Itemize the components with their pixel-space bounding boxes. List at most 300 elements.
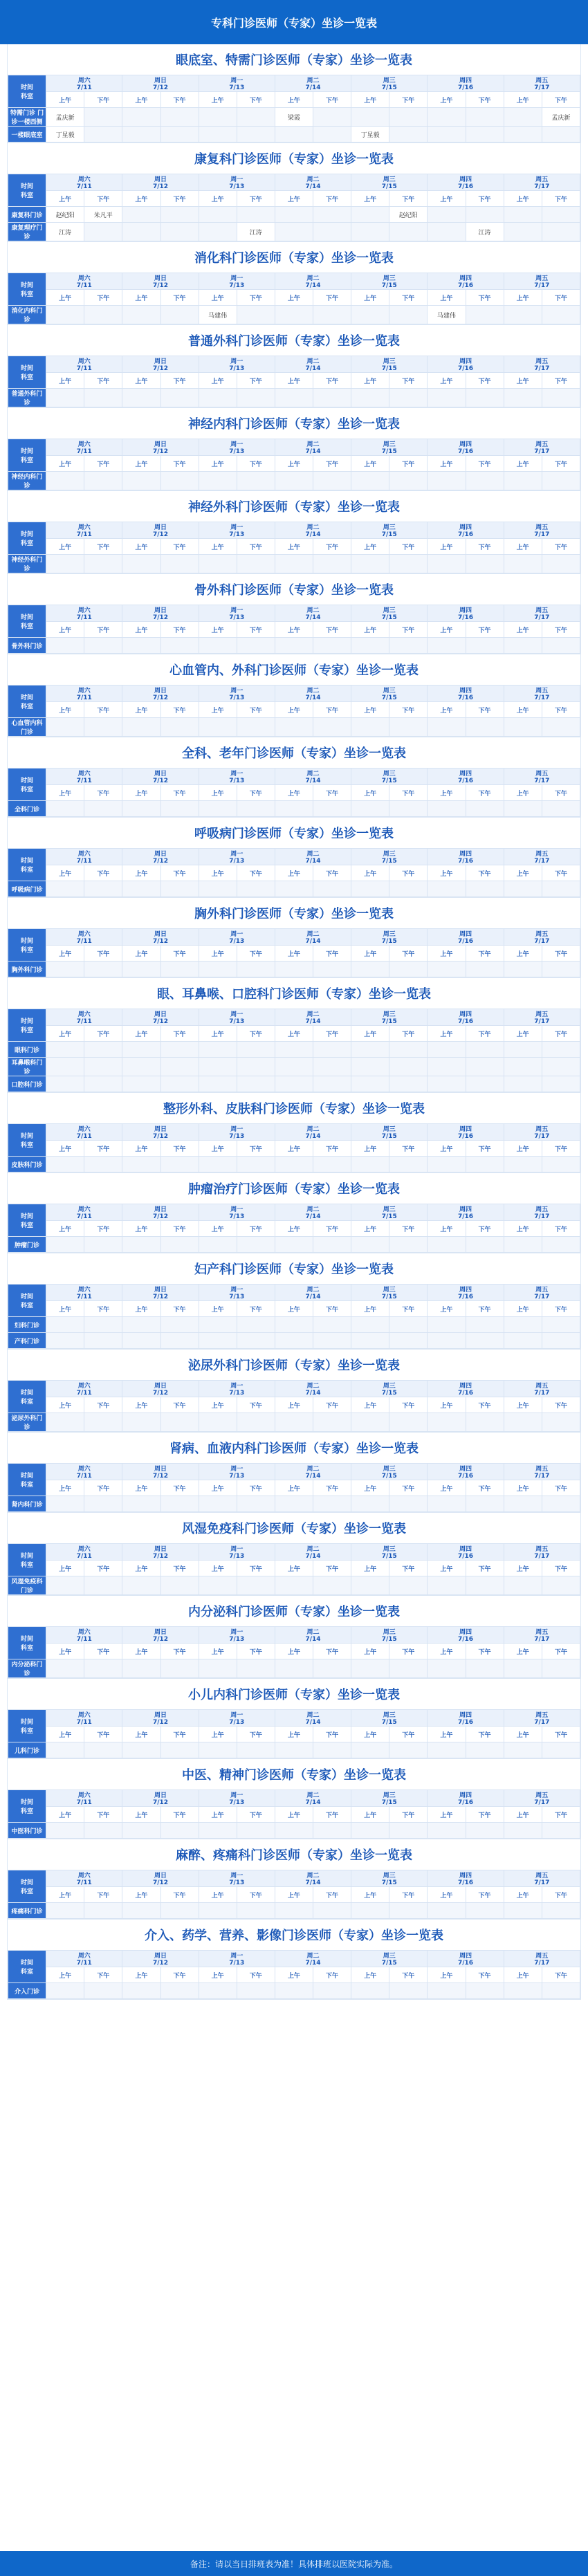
date-label: 7/17 (534, 614, 550, 621)
doctor-cell (199, 108, 237, 127)
pm-header: 下午 (237, 865, 275, 881)
section-title: 风湿免疫科门诊医师（专家）坐诊一览表 (8, 1513, 580, 1543)
doctor-cell (160, 962, 199, 977)
doctor-cell (542, 472, 580, 490)
doctor-cell (237, 1042, 275, 1058)
doctor-cell (389, 638, 428, 654)
weekday-label: 周一 (230, 1126, 244, 1133)
doctor-cell (504, 472, 542, 490)
weekday-label: 周二 (306, 1712, 320, 1719)
pm-header: 下午 (389, 290, 428, 306)
doctor-cell (389, 881, 428, 897)
doctor-cell (504, 1742, 542, 1758)
am-header: 上午 (122, 1026, 160, 1042)
weekday-label: 周二 (306, 1953, 320, 1960)
date-label: 7/13 (229, 858, 245, 865)
weekday-label: 周日 (154, 931, 167, 938)
date-label: 7/14 (305, 1473, 321, 1480)
doctor-cell (160, 1576, 199, 1595)
pm-header: 下午 (313, 290, 351, 306)
weekday-label: 周四 (459, 1011, 472, 1018)
day-header (428, 1124, 504, 1141)
am-header: 上午 (46, 1141, 84, 1157)
doctor-cell (466, 389, 504, 407)
weekday-label: 周日 (154, 1466, 167, 1473)
doctor-cell (313, 962, 351, 977)
day-header (504, 522, 580, 539)
doctor-cell (389, 1823, 428, 1839)
doctor-cell (313, 1157, 351, 1172)
am-header: 上午 (46, 1807, 84, 1823)
weekday-label: 周六 (77, 358, 91, 365)
day-header (428, 1627, 504, 1644)
day-header (46, 1381, 122, 1397)
day-header (428, 1381, 504, 1397)
date-label: 7/15 (381, 183, 397, 190)
doctor-cell (46, 306, 84, 324)
section-title: 神经内科门诊医师（专家）坐诊一览表 (8, 408, 580, 439)
doctor-cell (504, 207, 542, 223)
weekday-label: 周五 (535, 1383, 549, 1390)
pm-header: 下午 (84, 1480, 122, 1496)
doctor-cell (504, 1576, 542, 1595)
am-header: 上午 (504, 1141, 542, 1157)
weekday-label: 周五 (535, 1792, 549, 1799)
pm-header: 下午 (542, 456, 580, 472)
doctor-cell (466, 127, 504, 142)
weekday-label: 周五 (535, 771, 549, 778)
day-header (504, 1285, 580, 1301)
am-header: 上午 (122, 1807, 160, 1823)
am-header: 上午 (122, 290, 160, 306)
date-label: 7/16 (457, 694, 474, 701)
doctor-cell (275, 881, 313, 897)
doctor-cell (542, 1903, 580, 1919)
weekday-label: 周三 (383, 77, 396, 84)
am-header: 上午 (351, 1807, 389, 1823)
day-header (504, 439, 580, 456)
pm-header: 下午 (542, 946, 580, 962)
doctor-cell (542, 1659, 580, 1678)
schedule-table (8, 174, 580, 241)
day-header (46, 1790, 122, 1807)
doctor-cell (84, 801, 122, 817)
weekday-label: 周四 (459, 1712, 472, 1719)
doctor-cell: 梁霞 (275, 108, 313, 127)
table-row (8, 1157, 580, 1172)
pm-header: 下午 (160, 1727, 199, 1742)
date-label: 7/16 (457, 778, 474, 784)
doctor-cell (46, 718, 84, 737)
weekday-label: 周二 (306, 1466, 320, 1473)
am-header: 上午 (46, 1561, 84, 1576)
am-header: 上午 (275, 1887, 313, 1903)
date-label: 7/11 (76, 1879, 92, 1886)
day-header (122, 75, 199, 92)
am-header: 上午 (428, 1301, 466, 1317)
weekday-label: 周五 (535, 688, 549, 694)
weekday-label: 周一 (230, 77, 244, 84)
doctor-cell (275, 127, 313, 142)
doctor-cell (84, 1058, 122, 1076)
doctor-cell (466, 1742, 504, 1758)
date-label: 7/15 (381, 1799, 397, 1806)
schedule-table (8, 1009, 580, 1092)
day-header (46, 1870, 122, 1887)
day-header (275, 849, 351, 865)
am-header: 上午 (428, 191, 466, 207)
doctor-cell (160, 306, 199, 324)
schedule-section (7, 1513, 581, 1596)
date-label: 7/14 (305, 1719, 321, 1726)
date-label: 7/15 (381, 778, 397, 784)
am-header: 上午 (428, 1141, 466, 1157)
am-header: 上午 (428, 946, 466, 962)
date-label: 7/12 (152, 365, 169, 372)
am-header: 上午 (199, 1807, 237, 1823)
date-label: 7/16 (457, 1294, 474, 1300)
weekday-label: 周三 (383, 1873, 396, 1879)
day-header (351, 1009, 428, 1026)
am-header: 上午 (504, 702, 542, 718)
dept-label: 科室 (21, 1222, 34, 1229)
weekday-label: 周五 (535, 1011, 549, 1018)
doctor-cell (237, 555, 275, 573)
time-label: 时间 (21, 84, 34, 91)
doctor-cell (504, 962, 542, 977)
date-label: 7/15 (381, 1553, 397, 1560)
pm-header: 下午 (313, 373, 351, 389)
dept-name: 儿科门诊 (8, 1742, 46, 1758)
weekday-label: 周日 (154, 1206, 167, 1213)
doctor-cell (160, 223, 199, 241)
doctor-cell (122, 108, 160, 127)
pm-header: 下午 (237, 373, 275, 389)
doctor-cell (504, 1413, 542, 1432)
day-header (275, 769, 351, 785)
doctor-cell (275, 1659, 313, 1678)
doctor-cell (389, 389, 428, 407)
doctor-cell (389, 801, 428, 817)
schedule-section (7, 1433, 581, 1513)
am-header: 上午 (122, 191, 160, 207)
day-header (428, 1464, 504, 1480)
doctor-cell (466, 555, 504, 573)
section-title: 肾病、血液内科门诊医师（专家）坐诊一览表 (8, 1433, 580, 1463)
day-header (428, 1951, 504, 1967)
day-header (275, 1870, 351, 1887)
date-label: 7/17 (534, 938, 550, 945)
am-header: 上午 (275, 865, 313, 881)
pm-header: 下午 (84, 1561, 122, 1576)
date-label: 7/12 (152, 1879, 169, 1886)
date-label: 7/12 (152, 1636, 169, 1643)
am-header: 上午 (46, 373, 84, 389)
pm-header: 下午 (160, 373, 199, 389)
day-header (199, 1710, 275, 1727)
weekday-label: 周一 (230, 1287, 244, 1294)
date-label: 7/17 (534, 1879, 550, 1886)
day-header (351, 1124, 428, 1141)
doctor-cell (237, 881, 275, 897)
schedule-section (7, 1679, 581, 1759)
section-title: 眼底室、特需门诊医师（专家）坐诊一览表 (8, 44, 580, 75)
schedule-table (8, 273, 580, 324)
doctor-cell (275, 1317, 313, 1333)
weekday-label: 周六 (77, 607, 91, 614)
date-label: 7/17 (534, 1018, 550, 1025)
date-label: 7/13 (229, 282, 245, 289)
weekday-label: 周五 (535, 524, 549, 531)
day-header (428, 439, 504, 456)
doctor-cell (313, 1659, 351, 1678)
pm-header: 下午 (84, 946, 122, 962)
day-header (351, 769, 428, 785)
weekday-label: 周三 (383, 607, 396, 614)
time-dept-header (8, 1381, 46, 1413)
weekday-label: 周六 (77, 1287, 91, 1294)
doctor-cell (160, 1823, 199, 1839)
doctor-cell (428, 555, 466, 573)
weekday-label: 周二 (306, 176, 320, 183)
date-label: 7/14 (305, 858, 321, 865)
am-header: 上午 (199, 622, 237, 638)
table-row (8, 306, 580, 324)
date-label: 7/16 (457, 1473, 474, 1480)
doctor-cell (466, 1076, 504, 1092)
date-label: 7/17 (534, 448, 550, 455)
am-header: 上午 (46, 946, 84, 962)
doctor-cell (313, 1903, 351, 1919)
doctor-cell: 赵纪阳 (389, 207, 428, 223)
doctor-cell (237, 306, 275, 324)
doctor-cell (237, 389, 275, 407)
date-label: 7/14 (305, 1390, 321, 1397)
doctor-cell (84, 1496, 122, 1512)
table-row (8, 1237, 580, 1253)
doctor-cell (199, 962, 237, 977)
pm-header: 下午 (542, 373, 580, 389)
am-header: 上午 (199, 1561, 237, 1576)
weekday-label: 周六 (77, 524, 91, 531)
doctor-cell (351, 1042, 389, 1058)
am-header: 上午 (46, 1967, 84, 1983)
date-label: 7/15 (381, 614, 397, 621)
doctor-cell (389, 1042, 428, 1058)
am-header: 上午 (199, 92, 237, 108)
date-label: 7/13 (229, 1879, 245, 1886)
day-header (428, 1009, 504, 1026)
doctor-cell (275, 1496, 313, 1512)
weekday-label: 周三 (383, 1206, 396, 1213)
dept-label: 科室 (21, 1728, 34, 1735)
date-label: 7/12 (152, 1213, 169, 1220)
table-row (8, 718, 580, 737)
dept-name: 康复理疗门诊 (8, 223, 46, 241)
pm-header: 下午 (542, 1887, 580, 1903)
day-header (199, 605, 275, 622)
weekday-label: 周日 (154, 1629, 167, 1636)
weekday-label: 周五 (535, 1953, 549, 1960)
weekday-label: 周四 (459, 1953, 472, 1960)
am-header: 上午 (504, 1301, 542, 1317)
doctor-cell (122, 1042, 160, 1058)
doctor-cell (275, 1058, 313, 1076)
time-label: 时间 (21, 1719, 34, 1726)
doctor-cell (351, 1742, 389, 1758)
doctor-cell (466, 638, 504, 654)
am-header: 上午 (122, 702, 160, 718)
pm-header: 下午 (542, 1561, 580, 1576)
doctor-cell (542, 1413, 580, 1432)
day-header (122, 1124, 199, 1141)
pm-header: 下午 (84, 92, 122, 108)
date-label: 7/16 (457, 614, 474, 621)
am-header: 上午 (504, 785, 542, 801)
pm-header: 下午 (466, 1397, 504, 1413)
am-header: 上午 (199, 1727, 237, 1742)
doctor-cell (84, 881, 122, 897)
date-label: 7/16 (457, 1018, 474, 1025)
dept-label: 科室 (21, 1969, 34, 1976)
doctor-cell (389, 108, 428, 127)
doctor-cell (160, 555, 199, 573)
doctor-cell (199, 1413, 237, 1432)
weekday-label: 周一 (230, 1383, 244, 1390)
date-label: 7/12 (152, 694, 169, 701)
dept-name: 骨外科门诊 (8, 638, 46, 654)
pm-header: 下午 (466, 785, 504, 801)
doctor-cell (504, 1237, 542, 1253)
time-dept-header (8, 439, 46, 472)
doctor-cell (160, 1042, 199, 1058)
doctor-cell (542, 1157, 580, 1172)
day-header (351, 522, 428, 539)
day-header (122, 1710, 199, 1727)
dept-label: 科室 (21, 1399, 34, 1406)
am-header: 上午 (351, 1301, 389, 1317)
day-header (275, 1710, 351, 1727)
dept-label: 科室 (21, 623, 34, 630)
doctor-cell (46, 881, 84, 897)
doctor-cell (84, 1742, 122, 1758)
doctor-cell (428, 881, 466, 897)
dept-name: 呼吸病门诊 (8, 881, 46, 897)
date-label: 7/11 (76, 778, 92, 784)
schedule-table (8, 1380, 580, 1432)
date-label: 7/17 (534, 84, 550, 91)
date-label: 7/12 (152, 1473, 169, 1480)
pm-header: 下午 (160, 456, 199, 472)
weekday-label: 周一 (230, 688, 244, 694)
am-header: 上午 (46, 1026, 84, 1042)
pm-header: 下午 (237, 191, 275, 207)
weekday-label: 周四 (459, 1126, 472, 1133)
dept-label: 科室 (21, 1562, 34, 1569)
weekday-label: 周三 (383, 1792, 396, 1799)
dept-name: 介入门诊 (8, 1983, 46, 1999)
dept-name: 肿瘤门诊 (8, 1237, 46, 1253)
pm-header: 下午 (160, 622, 199, 638)
day-header (428, 605, 504, 622)
doctor-cell (351, 881, 389, 897)
day-header (199, 1285, 275, 1301)
page-title: 专科门诊医师（专家）坐诊一览表 (210, 16, 377, 30)
date-label: 7/13 (229, 1636, 245, 1643)
doctor-cell (313, 1076, 351, 1092)
doctor-cell (313, 127, 351, 142)
date-label: 7/13 (229, 365, 245, 372)
am-header: 上午 (275, 1221, 313, 1237)
day-header (199, 75, 275, 92)
weekday-label: 周三 (383, 851, 396, 858)
doctor-cell (542, 1058, 580, 1076)
doctor-cell (199, 1058, 237, 1076)
pm-header: 下午 (237, 1644, 275, 1659)
am-header: 上午 (351, 1644, 389, 1659)
doctor-cell (160, 1157, 199, 1172)
doctor-cell (275, 1576, 313, 1595)
doctor-cell (351, 108, 389, 127)
am-header: 上午 (275, 702, 313, 718)
am-header: 上午 (351, 1480, 389, 1496)
am-header: 上午 (275, 1480, 313, 1496)
dept-name: 产科门诊 (8, 1333, 46, 1349)
weekday-label: 周四 (459, 1629, 472, 1636)
pm-header: 下午 (160, 290, 199, 306)
pm-header: 下午 (160, 785, 199, 801)
doctor-cell (351, 1983, 389, 1999)
section-title: 肿瘤治疗门诊医师（专家）坐诊一览表 (8, 1173, 580, 1204)
doctor-cell (313, 223, 351, 241)
pm-header: 下午 (466, 539, 504, 555)
am-header: 上午 (46, 1221, 84, 1237)
date-label: 7/16 (457, 1799, 474, 1806)
date-label: 7/13 (229, 1473, 245, 1480)
time-label: 时间 (21, 938, 34, 945)
date-label: 7/16 (457, 1960, 474, 1967)
date-label: 7/12 (152, 1294, 169, 1300)
weekday-label: 周日 (154, 441, 167, 448)
doctor-cell (466, 1413, 504, 1432)
schedule-table (8, 1950, 580, 1999)
table-row (8, 1413, 580, 1432)
dept-label: 科室 (21, 1888, 34, 1895)
weekday-label: 周日 (154, 1011, 167, 1018)
weekday-label: 周二 (306, 851, 320, 858)
doctor-cell (199, 1076, 237, 1092)
date-label: 7/14 (305, 1960, 321, 1967)
weekday-label: 周四 (459, 441, 472, 448)
doctor-cell (313, 1823, 351, 1839)
doctor-cell (237, 718, 275, 737)
date-label: 7/11 (76, 1390, 92, 1397)
pm-header: 下午 (160, 1644, 199, 1659)
schedule-table (8, 1709, 580, 1758)
am-header: 上午 (46, 1301, 84, 1317)
doctor-cell (466, 718, 504, 737)
am-header: 上午 (504, 946, 542, 962)
doctor-cell (46, 1496, 84, 1512)
time-dept-header (8, 849, 46, 881)
date-label: 7/14 (305, 1213, 321, 1220)
day-header (351, 1790, 428, 1807)
date-label: 7/13 (229, 531, 245, 538)
doctor-cell (389, 1157, 428, 1172)
weekday-label: 周二 (306, 1011, 320, 1018)
pm-header: 下午 (389, 373, 428, 389)
doctor-cell (351, 1823, 389, 1839)
